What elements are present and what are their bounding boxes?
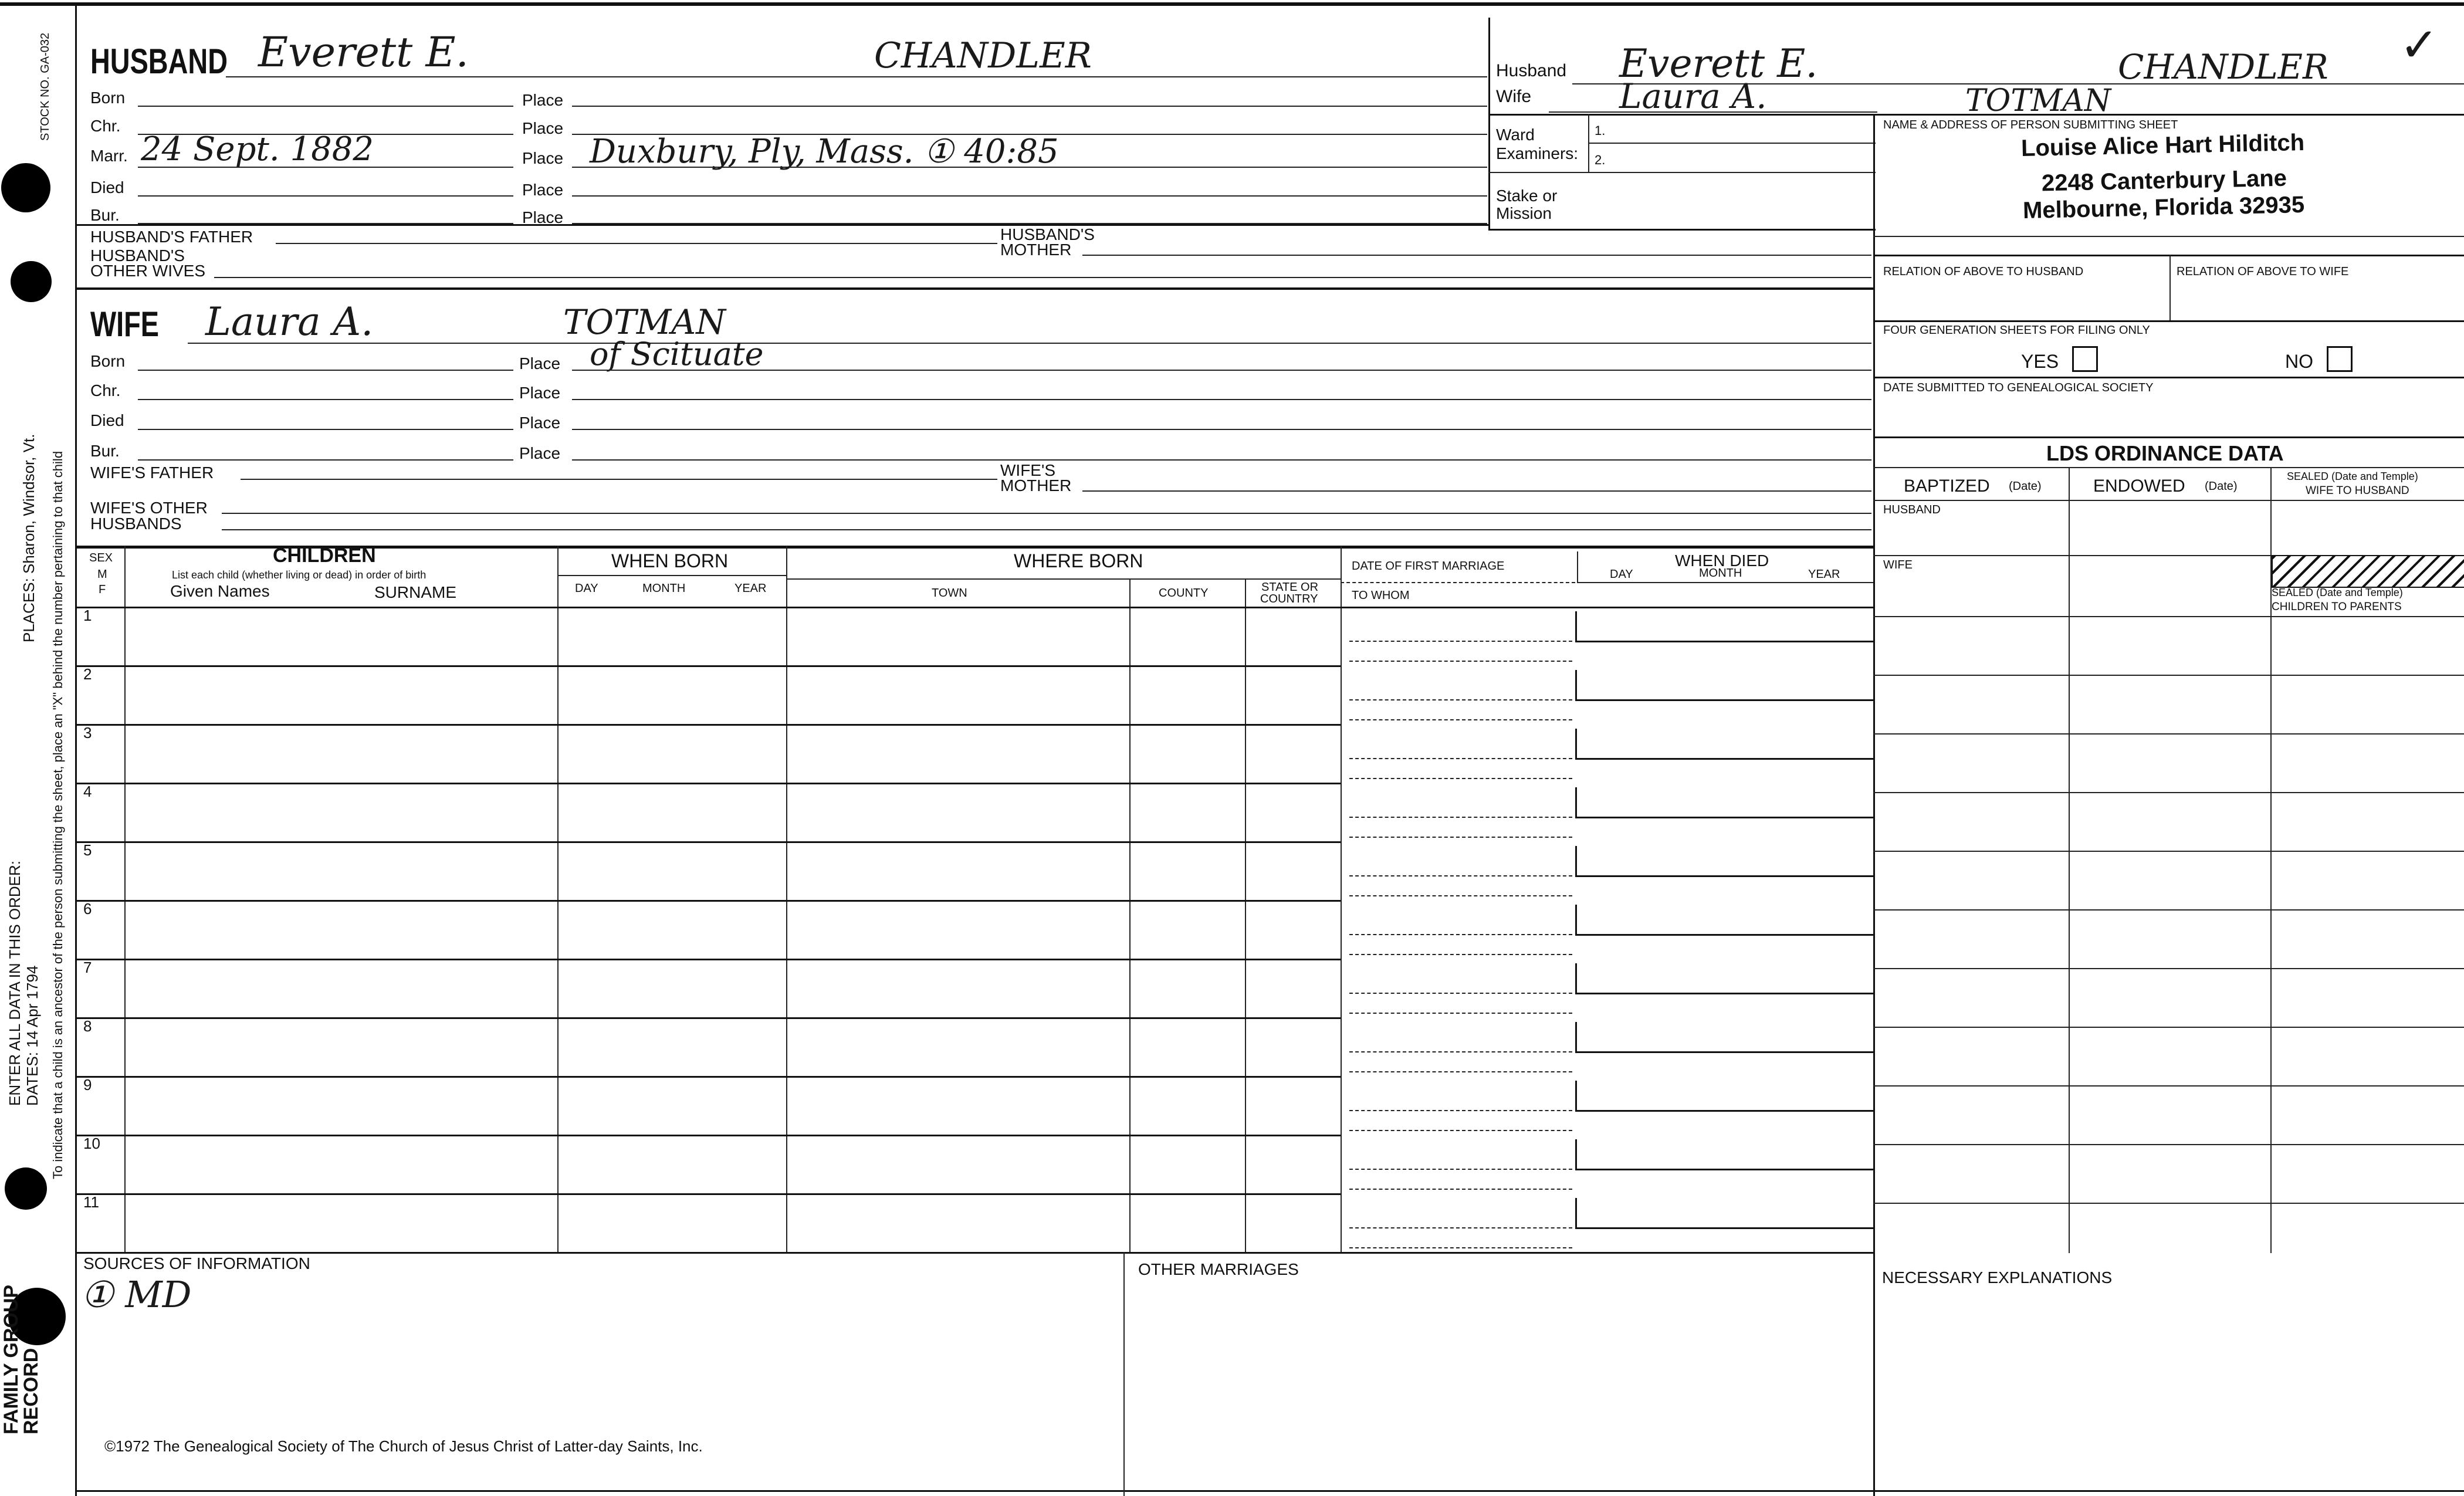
wife-bur-label: Bur.: [90, 442, 120, 460]
sex-label: SEX: [89, 551, 113, 564]
rule: [1873, 500, 2464, 501]
rule: [2069, 616, 2070, 1253]
husband-section-bottom: [75, 287, 1873, 290]
rule: [138, 106, 513, 107]
husband-events-bottom: [75, 224, 1490, 226]
husband-bur-label: Bur.: [90, 206, 120, 224]
lds-wife-row: WIFE: [1883, 559, 1913, 571]
col-line-state: [1341, 546, 1342, 1253]
first-marriage-date-line: [1349, 1110, 1572, 1111]
to-whom-line: [1349, 661, 1572, 662]
husband-marr-place-label: Place: [522, 149, 564, 167]
when-died-cell-border: [1575, 787, 1577, 818]
wife-chr-place-label: Place: [519, 384, 561, 402]
lds-title: LDS ORDINANCE DATA: [2046, 441, 2284, 465]
submitter-name: Louise Alice Hart Hilditch: [2020, 129, 2305, 162]
when-died-cell-bottom: [1575, 641, 1873, 642]
when-died-cell-border: [1575, 729, 1577, 759]
side-instruction-dates: DATES: 14 Apr 1794: [23, 965, 41, 1106]
wife-other-husbands-label-2: HUSBANDS: [90, 515, 182, 533]
wife-other-husbands-label-1: WIFE'S OTHER: [90, 499, 208, 517]
when-born-header: WHEN BORN: [611, 550, 729, 571]
wife-born-label: Born: [90, 352, 126, 370]
col-line-county: [1245, 580, 1246, 1253]
rule: [276, 243, 997, 244]
summary-wife-label: Wife: [1496, 87, 1531, 106]
rule: [2069, 467, 2070, 616]
wife-name-line: [188, 343, 1871, 344]
sex-m: M: [97, 568, 107, 581]
when-died-cell-border: [1575, 905, 1577, 935]
children-surname-header: SURNAME: [374, 583, 457, 601]
rule: [138, 370, 513, 371]
rule: [214, 277, 1871, 278]
husband-born-place-label: Place: [522, 91, 564, 109]
child-row-divider: [75, 724, 1341, 726]
rule: [572, 106, 1487, 107]
first-marriage-date-line: [1349, 1051, 1572, 1052]
when-died-cell-bottom: [1575, 1169, 1873, 1170]
other-marriages-label: OTHER MARRIAGES: [1138, 1260, 1299, 1278]
when-died-cell-border: [1575, 1081, 1577, 1111]
child-row-divider: [75, 665, 1341, 667]
wife-heading: WIFE: [90, 304, 159, 344]
rule: [572, 399, 1871, 400]
bottom-form-border: [75, 1490, 2464, 1492]
husband-other-wives-label-2: OTHER WIVES: [90, 262, 206, 280]
lds-sealed-children-2: CHILDREN TO PARENTS: [2272, 601, 2402, 613]
rule: [2270, 616, 2272, 1253]
wife-bur-place-label: Place: [519, 444, 561, 462]
rule: [1082, 490, 1871, 492]
husband-bur-place-label: Place: [522, 208, 564, 226]
children-header-bottom: [75, 607, 1873, 608]
summary-wife-surname: TOTMAN: [1965, 83, 2111, 119]
when-died-header: WHEN DIED: [1675, 551, 1769, 570]
rule: [557, 575, 786, 576]
examiner-1: 1.: [1595, 123, 1606, 138]
child-row-divider: [75, 841, 1341, 843]
husband-chr-label: Chr.: [90, 117, 121, 135]
rule: [1873, 1085, 2464, 1087]
punch-hole: [11, 261, 52, 302]
rule: [1873, 1027, 2464, 1028]
right-panel-top: [1873, 114, 2464, 116]
town-header: TOWN: [932, 587, 967, 600]
lds-endowed: ENDOWED: [2093, 476, 2185, 496]
died-day-header: DAY: [1610, 568, 1633, 581]
child-row-divider: [75, 783, 1341, 784]
col-line-town: [1129, 580, 1131, 1253]
rule: [1873, 377, 2464, 378]
when-died-cell-bottom: [1575, 817, 1873, 818]
rule: [1873, 255, 2464, 256]
summary-wife-given: Laura A.: [1619, 76, 1767, 116]
lds-sealed-wife-2: WIFE TO HUSBAND: [2306, 485, 2409, 497]
rule: [572, 459, 1871, 461]
husband-marr-date: 24 Sept. 1882: [141, 130, 374, 168]
rule: [1873, 1144, 2464, 1145]
rule: [1123, 1252, 1125, 1496]
summary-bottom: [1488, 229, 1876, 231]
when-died-cell-bottom: [1575, 934, 1873, 936]
sex-f: F: [99, 583, 106, 596]
rule: [1873, 909, 2464, 911]
date-submitted-label: DATE SUBMITTED TO GENEALOGICAL SOCIETY: [1883, 381, 2154, 394]
husband-died-place-label: Place: [522, 181, 564, 199]
died-year-header: YEAR: [1808, 568, 1840, 581]
wife-mother-label-2: MOTHER: [1000, 476, 1072, 495]
first-marriage-date-line: [1349, 934, 1572, 935]
rule: [1341, 582, 1575, 583]
check-mark: ✓: [2399, 18, 2439, 72]
rule: [1873, 436, 2464, 438]
rule: [1873, 733, 2464, 735]
to-whom-line: [1349, 895, 1572, 896]
when-died-cell-border: [1575, 1198, 1577, 1228]
husband-heading: HUSBAND: [90, 42, 228, 81]
child-row-number: 9: [83, 1076, 92, 1094]
husband-name-line: [226, 76, 1487, 77]
wife-died-place-label: Place: [519, 414, 561, 432]
rule: [1873, 236, 2464, 237]
sources-label: SOURCES OF INFORMATION: [83, 1254, 310, 1272]
husband-chr-place-label: Place: [522, 119, 564, 137]
rule: [572, 195, 1487, 197]
wife-chr-label: Chr.: [90, 381, 121, 400]
to-whom-line: [1349, 1130, 1572, 1131]
rule: [1549, 111, 1877, 113]
children-given-names-header: Given Names: [170, 582, 270, 600]
wife-born-place: of Scituate: [590, 336, 764, 373]
to-whom-line: [1349, 778, 1572, 779]
to-whom-line: [1349, 1013, 1572, 1014]
to-whom-line: [1349, 719, 1572, 720]
hatched-area: [2272, 555, 2464, 588]
punch-hole: [1, 163, 50, 212]
when-died-cell-border: [1575, 963, 1577, 994]
husband-marr-place: Duxbury, Ply, Mass. ① 40:85: [590, 133, 1059, 171]
when-died-cell-bottom: [1575, 875, 1873, 877]
rule: [222, 513, 1871, 514]
born-month-header: MONTH: [642, 582, 686, 595]
rule: [138, 167, 513, 168]
died-month-header: MONTH: [1699, 567, 1742, 580]
when-died-cell-bottom: [1575, 1227, 1873, 1229]
col-line-sex: [124, 546, 126, 1253]
to-whom-line: [1349, 954, 1572, 955]
wife-mother-label-1: WIFE'S: [1000, 461, 1056, 479]
rule: [1873, 792, 2464, 793]
child-row-divider: [75, 900, 1341, 902]
rule: [138, 429, 513, 430]
lds-baptized-date: (Date): [2009, 480, 2042, 493]
child-row-number: 10: [83, 1135, 100, 1152]
first-marriage-date-line: [1349, 641, 1572, 642]
rule: [1873, 1203, 2464, 1204]
born-day-header: DAY: [575, 582, 598, 595]
child-row-number: 11: [83, 1193, 99, 1211]
when-died-cell-border: [1575, 670, 1577, 700]
form-title: FAMILY GROUP RECORD: [0, 1285, 42, 1434]
child-row-divider: [75, 1017, 1341, 1019]
when-died-cell-border: [1575, 1139, 1577, 1170]
county-header: COUNTY: [1159, 587, 1209, 600]
wife-father-label: WIFE'S FATHER: [90, 463, 214, 482]
first-marriage-date-line: [1349, 699, 1572, 700]
when-died-cell-border: [1575, 1022, 1577, 1052]
side-instruction-places: PLACES: Sharon, Windsor, Vt.: [20, 434, 38, 642]
rule: [241, 479, 997, 480]
col-line-name: [557, 546, 559, 1253]
stock-number: STOCK NO. GA-032: [39, 32, 52, 141]
examiners-label: Examiners:: [1496, 144, 1579, 163]
wife-born-place-label: Place: [519, 354, 561, 373]
first-marriage-header: DATE OF FIRST MARRIAGE: [1352, 560, 1505, 573]
first-marriage-date-line: [1349, 817, 1572, 818]
submitter-heading: NAME & ADDRESS OF PERSON SUBMITTING SHEET: [1883, 119, 2178, 131]
husband-given-names: Everett E.: [258, 28, 469, 76]
sources-value: ① MD: [81, 1273, 192, 1316]
col-line-born: [786, 546, 787, 1253]
child-row-number: 5: [83, 841, 92, 859]
state-header-1: STATE OR: [1261, 581, 1319, 594]
when-died-cell-bottom: [1575, 758, 1873, 760]
left-form-border: [75, 2, 77, 1496]
summary-husband-label: Husband: [1496, 61, 1567, 80]
lds-baptized: BAPTIZED: [1904, 476, 1990, 496]
rule: [1082, 255, 1871, 256]
when-died-cell-bottom: [1575, 699, 1873, 701]
to-whom-line: [1349, 1247, 1572, 1248]
no-checkbox[interactable]: [2327, 346, 2353, 372]
when-died-cell-bottom: [1575, 1110, 1873, 1112]
husband-mother-label-2: MOTHER: [1000, 241, 1072, 259]
where-born-header: WHERE BORN: [1014, 550, 1143, 571]
necessary-explanations-label: NECESSARY EXPLANATIONS: [1882, 1268, 2113, 1287]
husband-born-label: Born: [90, 89, 126, 107]
to-whom-header: TO WHOM: [1352, 589, 1410, 602]
child-row-divider: [75, 1135, 1341, 1136]
rule: [572, 370, 1871, 371]
rule: [138, 459, 513, 461]
when-died-cell-bottom: [1575, 1051, 1873, 1053]
to-whom-line: [1349, 837, 1572, 838]
summary-husband-surname: CHANDLER: [2118, 47, 2328, 87]
examiner-2: 2.: [1595, 153, 1606, 167]
copyright-text: ©1972 The Genealogical Society of The Church of Jesus Christ of Latter-day Saints, Inc.: [104, 1437, 703, 1455]
rule: [572, 429, 1871, 430]
child-row-divider: [75, 1076, 1341, 1078]
rule: [1488, 172, 1876, 173]
ward-label: Ward: [1496, 126, 1535, 144]
submitter-street: 2248 Canterbury Lane: [2041, 165, 2287, 197]
husband-father-label: HUSBAND'S FATHER: [90, 228, 253, 246]
first-marriage-date-line: [1349, 1169, 1572, 1170]
relation-wife-label: RELATION OF ABOVE TO WIFE: [2177, 265, 2349, 278]
rule: [1873, 968, 2464, 969]
four-gen-label: FOUR GENERATION SHEETS FOR FILING ONLY: [1883, 324, 2150, 337]
col-line-marriage: [1577, 551, 1578, 582]
children-instruction: List each child (whether living or dead) in order of birth: [172, 569, 427, 581]
no-label: NO: [2285, 351, 2313, 372]
relation-husband-label: RELATION OF ABOVE TO HUSBAND: [1883, 265, 2084, 278]
yes-label: YES: [2021, 351, 2059, 372]
child-row-number: 2: [83, 665, 92, 683]
summary-husband-given: Everett E.: [1619, 41, 1818, 86]
summary-left-border: [1488, 18, 1490, 230]
husband-died-label: Died: [90, 178, 124, 197]
rule: [138, 195, 513, 197]
lds-endowed-date: (Date): [2205, 480, 2238, 493]
yes-checkbox[interactable]: [2072, 346, 2098, 372]
rule: [1588, 143, 1876, 144]
child-row-number: 8: [83, 1017, 92, 1035]
lds-husband-row: HUSBAND: [1883, 503, 1941, 516]
when-died-cell-border: [1575, 846, 1577, 876]
husband-mother-label-1: HUSBAND'S: [1000, 225, 1095, 243]
child-row-number: 1: [83, 607, 92, 624]
wife-died-label: Died: [90, 411, 124, 429]
summary-divider: [1488, 114, 1876, 116]
husband-surname: CHANDLER: [874, 35, 1092, 76]
to-whom-line: [1349, 1071, 1572, 1072]
first-marriage-date-line: [1349, 1227, 1572, 1228]
side-instruction-child: To indicate that a child is an ancestor of the person submitting the sheet, place an "X" behind the number pertaining to that child: [50, 451, 65, 1179]
child-row-number: 7: [83, 959, 92, 976]
rule: [1873, 675, 2464, 676]
husband-marr-label: Marr.: [90, 147, 128, 165]
when-died-cell-bottom: [1575, 993, 1873, 994]
child-row-number: 3: [83, 724, 92, 742]
stake-label-1: Stake or: [1496, 187, 1558, 205]
first-marriage-date-line: [1349, 758, 1572, 759]
rule: [222, 529, 1871, 530]
born-year-header: YEAR: [735, 582, 767, 595]
punch-hole: [5, 1167, 47, 1210]
rule: [2169, 255, 2171, 320]
rule: [1577, 582, 1873, 583]
child-row-divider: [75, 959, 1341, 960]
state-header-2: COUNTRY: [1260, 593, 1318, 605]
stake-label-2: Mission: [1496, 204, 1552, 222]
children-table-bottom: [75, 1252, 1873, 1254]
side-instruction-order: ENTER ALL DATA IN THIS ORDER:: [6, 860, 23, 1106]
rule: [572, 167, 1487, 168]
rule: [1873, 851, 2464, 852]
wife-given-names: Laura A.: [205, 299, 374, 344]
first-marriage-date-line: [1349, 875, 1572, 876]
wife-surname: TOTMAN: [563, 302, 726, 342]
submitter-city: Melbourne, Florida 32935: [2022, 191, 2305, 224]
rule: [1873, 467, 2464, 468]
lds-sealed-wife-1: SEALED (Date and Temple): [2287, 471, 2418, 482]
rule: [1873, 616, 2464, 617]
rule: [786, 578, 1341, 580]
husband-other-wives-label-1: HUSBAND'S: [90, 246, 185, 265]
rule: [138, 399, 513, 400]
top-border: [0, 2, 2464, 6]
rule: [1873, 320, 2464, 322]
children-heading: CHILDREN: [273, 544, 376, 567]
child-row-number: 4: [83, 783, 92, 800]
to-whom-line: [1349, 1189, 1572, 1190]
child-row-divider: [75, 1193, 1341, 1195]
child-row-number: 6: [83, 900, 92, 918]
lds-sealed-children-1: SEALED (Date and Temple): [2272, 587, 2403, 598]
when-died-cell-border: [1575, 611, 1577, 642]
first-marriage-date-line: [1349, 993, 1572, 994]
